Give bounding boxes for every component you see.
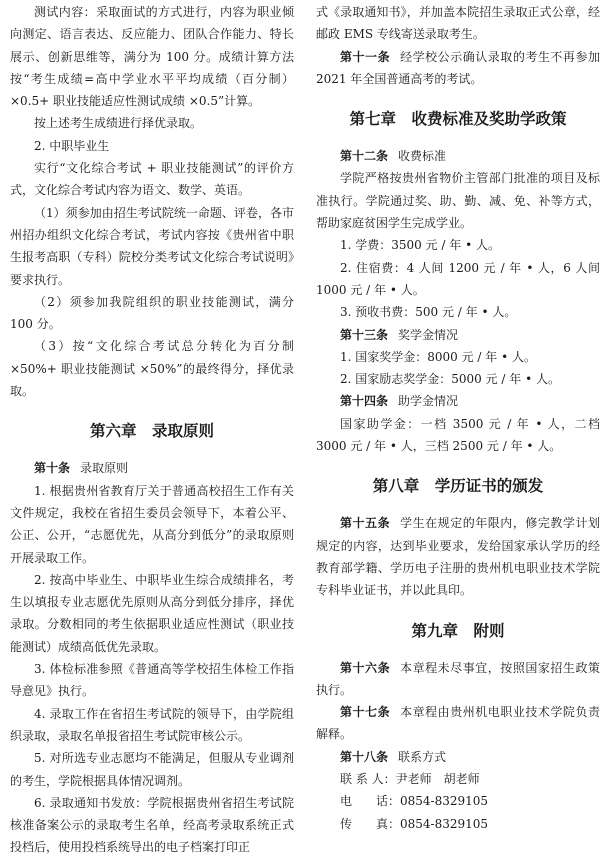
article-title: 收费标准 [398,149,447,164]
article-text: 经学校公示确认录取的考生不再参加 2021 年全国普通高考的考试。 [316,49,600,86]
contact-label: 电 话： [340,794,401,809]
paragraph: 实行“文化综合考试 + 职业技能测试”的评价方式，文化综合考试内容为语文、数学、英语。 [10,161,294,198]
paragraph: （1）须参加由招生考试院统一命题、评卷，各市州招办组织文化综合考试，考试内容按《贵州省中职生报考高职（专科）院校分类考试文化综合考试说明》要求执行。 [10,205,294,287]
list-item: 2. 按高中毕业生、中职毕业生综合成绩排名，考生以填报专业志愿优先原则从高分到低分排序，择优录取。分数相同的考生依据职业适应性测试（职业技能测试）成绩高低优先录取。 [10,572,294,654]
list-item: 1. 国家奖学金：8000 元 / 年 • 人。 [340,349,536,364]
list-item: 3. 预收书费：500 元 / 年 • 人。 [340,305,517,320]
right-column [316,0,600,835]
list-item: 1. 根据贵州省教育厅关于普通高校招生工作有关文件规定，我校在省招生委员会领导下，本着公平、公正、公开，“志愿优先，从高分到低分”的录取原则开展录取工作。 [10,483,294,565]
article-14-heading [316,390,600,412]
article-label: 第十七条 [340,705,391,720]
article-label: 第十一条 [340,49,391,64]
list-item: 3. 体检标准参照《普通高等学校招生体检工作指导意见》执行。 [10,662,294,699]
chapter-6-heading: 第六章 录取原则 [89,422,214,441]
left-column [10,0,294,859]
list-item: 4. 录取工作在省招生考试院的领导下，由学院组织录取，录取名单报省招生考试院审核公示。 [10,706,294,743]
chapter-9-heading: 第九章 附则 [411,621,505,640]
article-11 [316,46,600,91]
paragraph: （3）按“文化综合考试总分转化为百分制 ×50%+ 职业技能测试 ×50%”的最终得分，择优录取。 [10,339,294,399]
contact-fax [316,813,600,835]
contact-person [316,768,600,790]
paragraph: 式《录取通知书》，并加盖本院招生录取正式公章，经邮政 EMS 专线寄送录取考生。 [316,5,600,42]
article-16 [316,657,600,702]
contact-value: 0854-8329105 [400,816,489,831]
article-label: 第十五条 [340,516,391,531]
article-label: 第十二条 [340,149,389,164]
paragraph: 测试内容：采取面试的方式进行，内容为职业倾向测定、语言表达、反应能力、团队合作能力、特长展示、创新思维等，满分为 100 分。成绩计算方法按“考生成绩=高中学业水平平均成绩（百分制）×0.5+ 职业技能适应性测试成绩 ×0.5”计算。 [10,5,294,109]
contact-label: 传 真： [340,816,401,831]
list-item: 6. 录取通知书发放：学院根据贵州省招生考试院核准备案公示的录取考生名单，经高考录取系统正式投档后，使用投档系统导出的电子档案打印正 [10,795,294,855]
contact-value: 0854-8329105 [400,794,489,809]
article-12-heading [316,145,600,167]
chapter-8-heading: 第八章 学历证书的颁发 [372,477,544,496]
paragraph: 2. 中职毕业生 [34,138,110,153]
article-title: 助学金情况 [398,394,459,409]
article-text: 本章程由贵州机电职业技术学院负责解释。 [316,705,600,742]
contact-label: 联 系 人： [340,772,396,787]
list-item: 1. 学费：3500 元 / 年 • 人。 [340,238,500,253]
article-label: 第十四条 [340,394,389,409]
list-item: 2. 住宿费：4 人间 1200 元 / 年 • 人，6 人间 1000 元 / 年 • 人。 [316,260,600,297]
article-label: 第十条 [34,461,71,476]
article-label: 第十三条 [340,327,389,342]
contact-value: 尹老师 胡老师 [395,772,480,787]
article-label: 第十八条 [340,749,389,764]
paragraph: （2）须参加我院组织的职业技能测试，满分 100 分。 [10,294,294,332]
article-13-heading [316,324,600,346]
article-10-heading [10,457,294,479]
article-title: 录取原则 [80,461,129,476]
article-15 [316,512,600,601]
article-title: 奖学金情况 [398,327,459,342]
contact-phone [316,790,600,812]
paragraph: 国家助学金：一档 3500 元 / 年 • 人，二档 3000 元 / 年 • 人，三档 2500 元 / 年 • 人。 [316,416,600,454]
list-item: 2. 国家励志奖学金：5000 元 / 年 • 人。 [340,372,560,387]
article-title: 联系方式 [398,749,447,764]
paragraph: 学院严格按贵州省物价主管部门批准的项目及标准执行。学院通过奖、助、勤、减、免、补等方式，帮助家庭贫困学生完成学业。 [316,171,600,231]
paragraph: 按上述考生成绩进行择优录取。 [34,116,203,131]
article-label: 第十六条 [340,660,391,675]
chapter-7-heading: 第七章 收费标准及奖助学政策 [349,110,567,129]
article-text: 学生在规定的年限内，修完教学计划规定的内容，达到毕业要求，发给国家承认学历的经教育部学籍、学历电子注册的贵州机电职业技术学院专科毕业证书，并以此具印。 [316,516,600,598]
article-17 [316,701,600,746]
article-18-heading [316,746,600,768]
list-item: 5. 对所选专业志愿均不能满足，但服从专业调剂的考生，学院根据具体情况调剂。 [10,751,294,788]
article-text: 本章程未尽事宜，按照国家招生政策执行。 [316,660,600,697]
